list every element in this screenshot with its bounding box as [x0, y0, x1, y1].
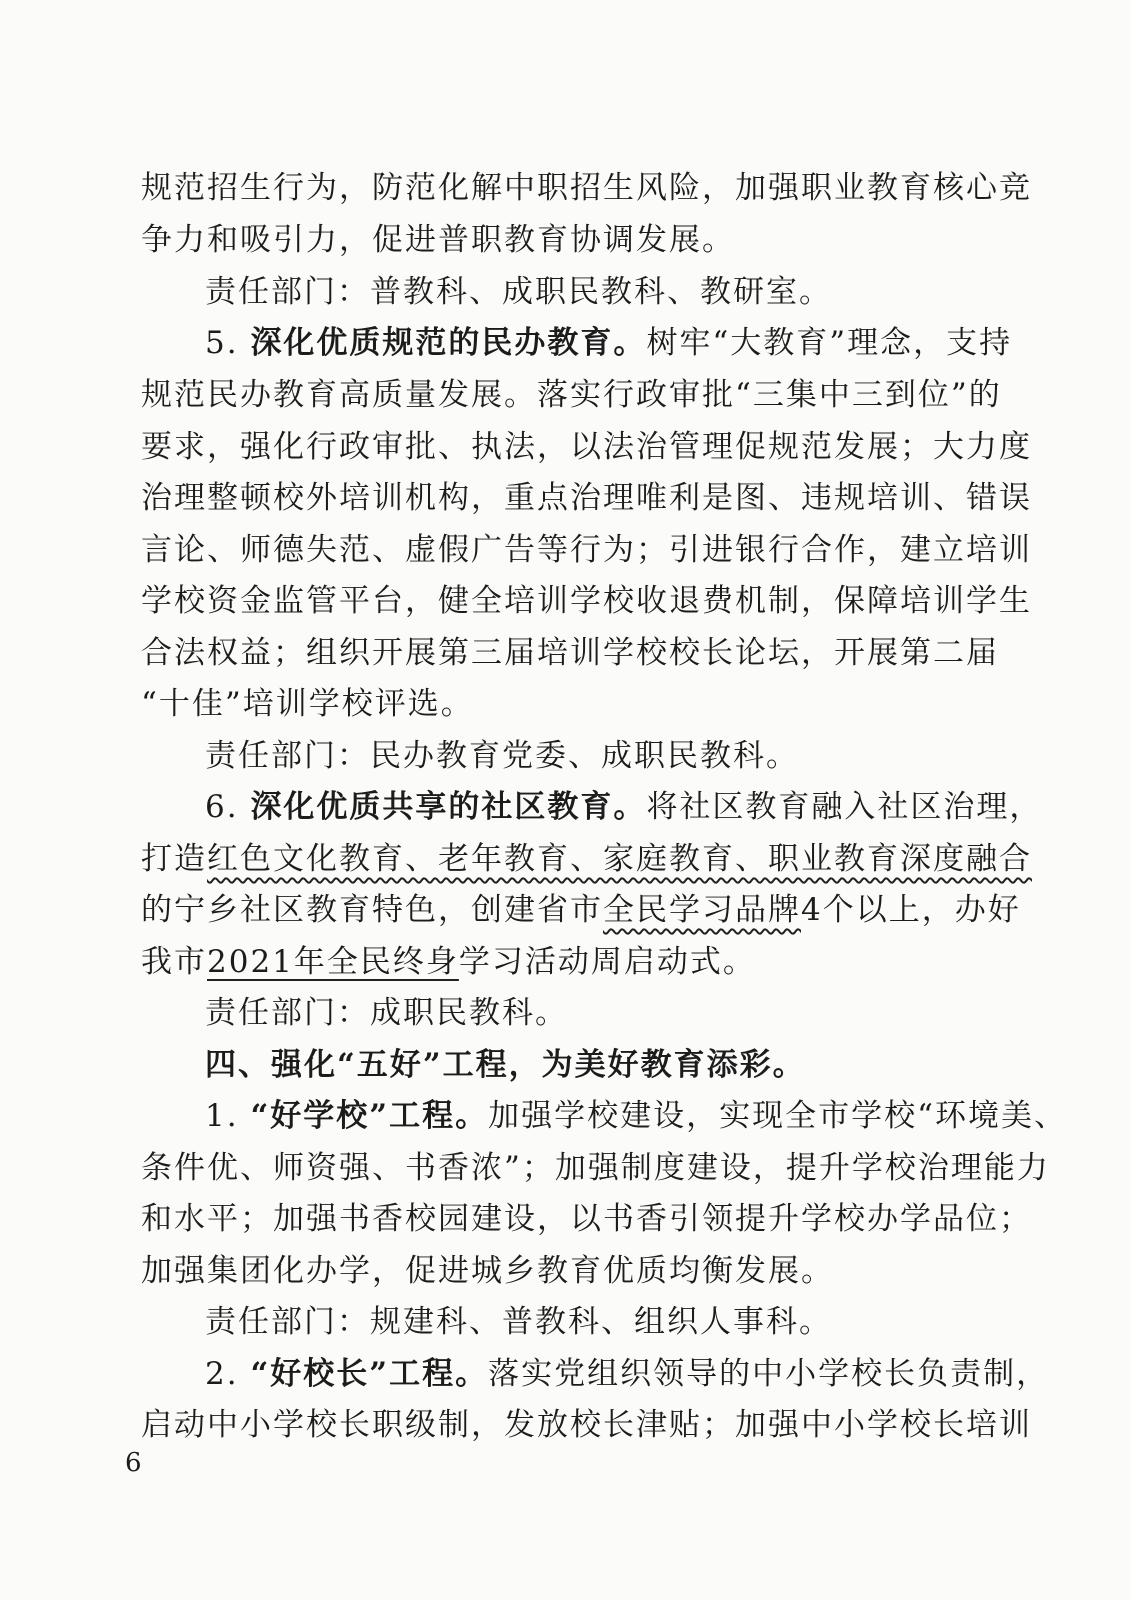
item-title: 深化优质规范的民办教育。	[250, 325, 647, 361]
item-text: 树牢“大教育”理念，支持	[646, 325, 1013, 361]
paragraph-line: 学校资金监管平台，健全培训学校收退费机制，保障培训学生	[141, 583, 1032, 619]
item-number: 5.	[205, 325, 251, 361]
text-segment: 4个以上，办好	[801, 892, 1021, 928]
item-number: 6.	[205, 789, 251, 825]
paragraph-line	[141, 942, 756, 982]
responsible-dept-line: 责任部门：民办教育党委、成职民教科。	[205, 738, 799, 774]
item-text: 加强学校建设，实现全市学校“环境美、	[488, 1098, 1067, 1134]
item-title: “好校长”工程。	[250, 1356, 489, 1392]
section-heading-line	[205, 1096, 1067, 1136]
responsible-dept-line: 责任部门：规建科、普教科、组织人事科。	[205, 1304, 832, 1340]
item-title: “好学校”工程。	[250, 1098, 489, 1134]
handwritten-wavy-underline: 全民学习品牌	[603, 892, 801, 928]
paragraph-line: 规范民办教育高质量发展。落实行政审批“三集中三到位”的	[141, 377, 1002, 413]
item-text: 将社区教育融入社区治理，	[646, 789, 1043, 825]
item-text: 落实党组织领导的中小学校长负责制，	[488, 1356, 1050, 1392]
item-number: 2.	[205, 1356, 251, 1392]
responsible-dept-line: 责任部门：普教科、成职民教科、教研室。	[205, 274, 832, 310]
paragraph-line: 治理整顿校外培训机构，重点治理唯利是图、违规培训、错误	[141, 480, 1032, 516]
handwritten-wavy-underline: 红色文化教育、老年教育、家庭教育、职业教育深度融合	[207, 841, 1032, 877]
paragraph-line: 条件优、师资强、书香浓”；加强制度建设，提升学校治理能力	[141, 1150, 1050, 1186]
paragraph-line: 启动中小学校长职级制，发放校长津贴；加强中小学校长培训	[141, 1407, 1032, 1443]
handwritten-underline: 2021年全民终身	[207, 944, 459, 980]
text-segment: 学习活动周启动式。	[458, 944, 756, 980]
item-title: 深化优质共享的社区教育。	[250, 789, 647, 825]
responsible-dept-line: 责任部门：成职民教科。	[205, 995, 568, 1031]
page-number: 6	[125, 1448, 142, 1478]
paragraph-line: “十佳”培训学校评选。	[141, 686, 474, 722]
text-segment: 的宁乡社区教育特色，创建省市	[141, 892, 603, 928]
section-heading-line	[205, 787, 1042, 827]
text-segment: 我市	[141, 944, 207, 980]
paragraph-line: 和水平；加强书香校园建设，以书香引领提升学校办学品位；	[141, 1201, 1032, 1237]
paragraph-line: 要求，强化行政审批、执法，以法治管理促规范发展；大力度	[141, 429, 1032, 465]
paragraph-line	[141, 890, 1021, 930]
paragraph-line	[141, 839, 1032, 879]
paragraph-line: 规范招生行为，防范化解中职招生风险，加强职业教育核心竞	[141, 170, 1032, 206]
chapter-heading: 四、强化“五好”工程，为美好教育添彩。	[205, 1047, 806, 1083]
paragraph-line: 言论、师德失范、虚假广告等行为；引进银行合作，建立培训	[141, 532, 1032, 568]
text-segment: 打造	[141, 841, 207, 877]
section-heading-line	[205, 323, 1012, 363]
paragraph-line: 加强集团化办学，促进城乡教育优质均衡发展。	[141, 1253, 834, 1289]
paragraph-line: 争力和吸引力，促进普职教育协调发展。	[141, 222, 735, 258]
item-number: 1.	[205, 1098, 251, 1134]
paragraph-line: 合法权益；组织开展第三届培训学校校长论坛，开展第二届	[141, 635, 999, 671]
section-heading-line	[205, 1354, 1049, 1394]
